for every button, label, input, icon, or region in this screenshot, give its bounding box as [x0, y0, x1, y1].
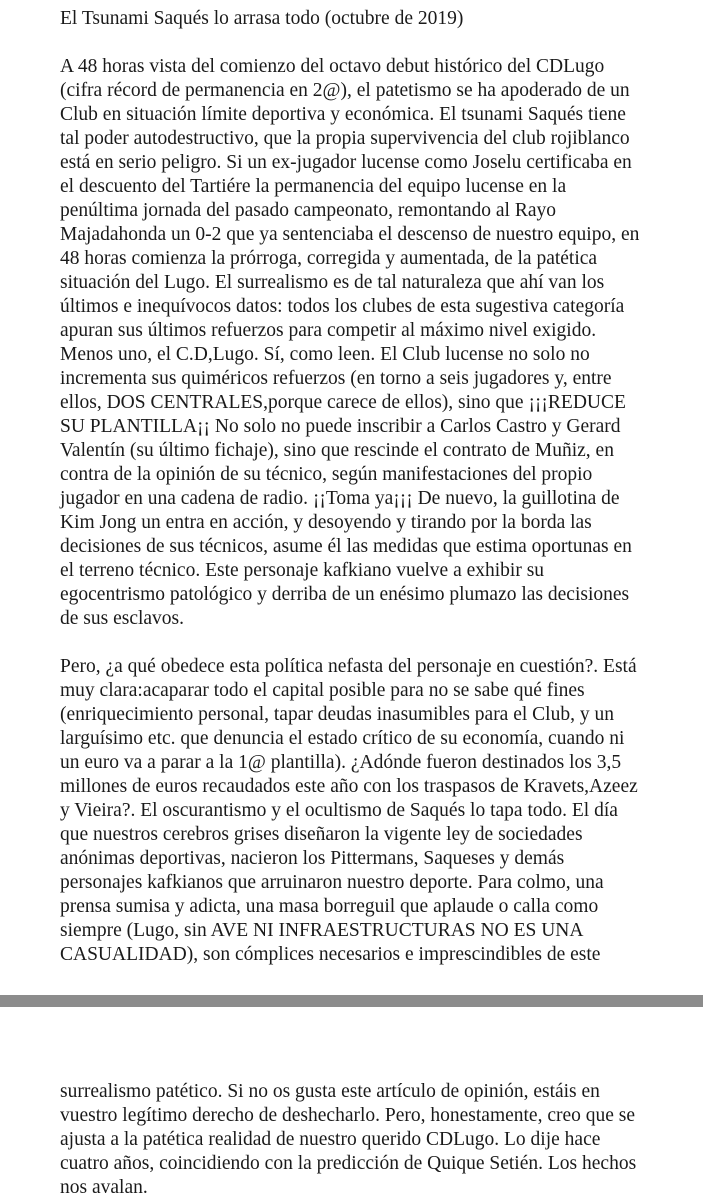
- paragraph-1-line: tal poder autodestructivo, que la propia supervivencia del club rojiblanco: [60, 128, 630, 149]
- paragraph-1-line: está en serio peligro. Si un ex-jugador lucense como Joselu certificaba en: [60, 152, 632, 173]
- paragraph-2-line: muy clara:acaparar todo el capital posible para no se sabe qué fines: [60, 680, 585, 701]
- paragraph-2-line: siempre (Lugo, sin AVE NI INFRAESTRUCTURAS NO ES UNA: [60, 920, 584, 941]
- paragraph-3-line: surrealismo patético. Si no os gusta este artículo de opinión, estáis en: [60, 1081, 600, 1102]
- paragraph-2-line: larguísimo etc. que denuncia el estado crítico de su economía, cuando ni: [60, 728, 625, 749]
- paragraph-3-line: ajusta a la patética realidad de nuestro querido CDLugo. Lo dije hace: [60, 1129, 601, 1150]
- paragraph-3-line: nos avalan.: [60, 1177, 148, 1198]
- paragraph-2-line: millones de euros recaudados este año con los traspasos de Kravets,Azeez: [60, 776, 638, 797]
- paragraph-2-line: (enriquecimiento personal, tapar deudas inasumibles para el Club, y un: [60, 704, 614, 725]
- paragraph-1-line: Menos uno, el C.D,Lugo. Sí, como leen. El Club lucense no solo no: [60, 344, 590, 365]
- paragraph-1-line: decisiones de sus técnicos, asume él las medidas que estima oportunas en: [60, 536, 632, 557]
- paragraph-2-line: prensa sumisa y adicta, una masa borreguil que aplaude o calla como: [60, 896, 599, 917]
- paragraph-1-line: apuran sus últimos refuerzos para competir al máximo nivel exigido.: [60, 320, 597, 341]
- paragraph-1-line: últimos e inequívocos datos: todos los clubes de esta sugestiva categoría: [60, 296, 625, 317]
- paragraph-2-line: personajes kafkianos que arruinaron nuestro deporte. Para colmo, una: [60, 872, 604, 893]
- document-title: El Tsunami Saqués lo arrasa todo (octubre de 2019): [60, 8, 464, 29]
- paragraph-2-line: y Vieira?. El oscurantismo y el ocultismo de Saqués lo tapa todo. El día: [60, 800, 618, 821]
- paragraph-3-line: vuestro legítimo derecho de deshecharlo. Pero, honestamente, creo que se: [60, 1105, 636, 1126]
- paragraph-1-line: egocentrismo patológico y derriba de un enésimo plumazo las decisiones: [60, 584, 630, 605]
- paragraph-2-line: un euro va a parar a la 1@ plantilla). ¿Adónde fueron destinados los 3,5: [60, 752, 622, 773]
- paragraph-1-line: Majadahonda un 0-2 que ya sentenciaba el descenso de nuestro equipo, en: [60, 224, 640, 245]
- document-page-bottom: [0, 1007, 703, 1200]
- paragraph-1-line: jugador en una cadena de radio. ¡¡Toma ya¡¡¡ De nuevo, la guillotina de: [60, 488, 620, 509]
- paragraph-1-line: el descuento del Tartiére la permanencia del equipo lucense en la: [60, 176, 567, 197]
- paragraph-1-line: situación del Lugo. El surrealismo es de tal naturaleza que ahí van los: [60, 272, 605, 293]
- paragraph-1-line: 48 horas comienza la prórroga, corregida y aumentada, de la patética: [60, 248, 598, 269]
- paragraph-1-line: Valentín (su último fichaje), sino que rescinde el contrato de Muñiz, en: [60, 440, 614, 461]
- paragraph-2-line: Pero, ¿a qué obedece esta política nefasta del personaje en cuestión?. Está: [60, 656, 637, 677]
- paragraph-2-line: CASUALIDAD), son cómplices necesarios e imprescindibles de este: [60, 944, 601, 965]
- paragraph-1-line: de sus esclavos.: [60, 608, 185, 629]
- page-break-separator: [0, 995, 703, 1007]
- paragraph-3-line: cuatro años, coincidiendo con la predicción de Quique Setién. Los hechos: [60, 1153, 637, 1174]
- paragraph-2-line: anónimas deportivas, nacieron los Pittermans, Saqueses y demás: [60, 848, 565, 869]
- paragraph-1-line: ellos, DOS CENTRALES,porque carece de ellos), sino que ¡¡¡REDUCE: [60, 392, 626, 413]
- paragraph-1-line: Kim Jong un entra en acción, y desoyendo y tirando por la borda las: [60, 512, 592, 533]
- paragraph-1-line: (cifra récord de permanencia en 2@), el patetismo se ha apoderado de un: [60, 80, 630, 101]
- paragraph-1-line: el terreno técnico. Este personaje kafkiano vuelve a exhibir su: [60, 560, 545, 581]
- paragraph-1-line: Club en situación límite deportiva y económica. El tsunami Saqués tiene: [60, 104, 626, 125]
- paragraph-1-line: penúltima jornada del pasado campeonato, remontando al Rayo: [60, 200, 557, 221]
- paragraph-1-line: A 48 horas vista del comienzo del octavo debut histórico del CDLugo: [60, 56, 605, 77]
- paragraph-2-line: que nuestros cerebros grises diseñaron la vigente ley de sociedades: [60, 824, 583, 845]
- paragraph-1-line: contra de la opinión de su técnico, según manifestaciones del propio: [60, 464, 593, 485]
- paragraph-1-line: incrementa sus quiméricos refuerzos (en torno a seis jugadores y, entre: [60, 368, 612, 389]
- paragraph-1-line: SU PLANTILLA¡¡ No solo no puede inscribir a Carlos Castro y Gerard: [60, 416, 621, 437]
